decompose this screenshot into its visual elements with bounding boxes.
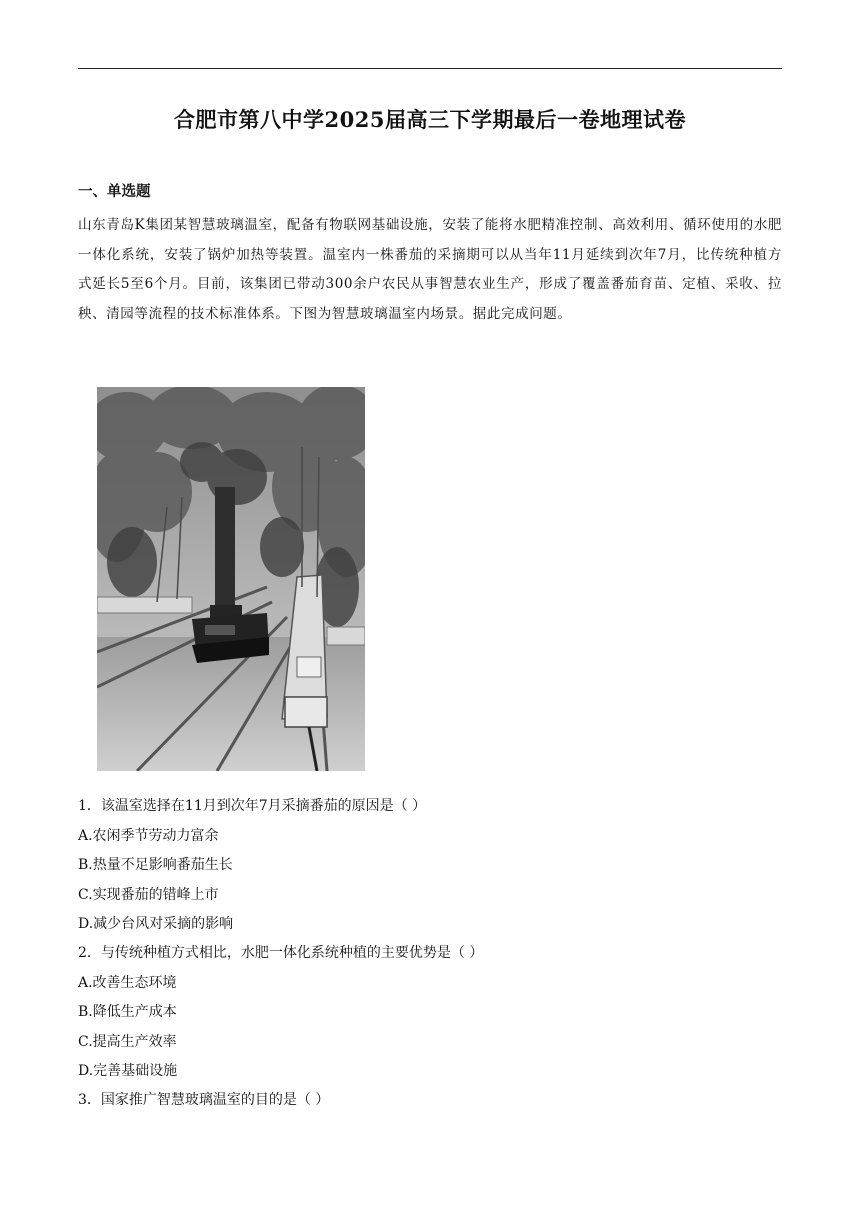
- question-2-option-b: B.降低生产成本: [78, 1004, 177, 1020]
- question-2-option-c: C.提高生产效率: [78, 1034, 177, 1050]
- question-3-stem: 3．国家推广智慧玻璃温室的目的是（ ）: [78, 1092, 330, 1108]
- section-heading: 一、单选题: [78, 184, 151, 200]
- reading-passage: 山东青岛K集团某智慧玻璃温室，配备有物联网基础设施，安装了能将水肥精准控制、高效利用、循环使用的水肥一体化系统，安装了锅炉加热等装置。温室内一株番茄的采摘期可以从当年11月延续到次年7月，比传统种植方式延长5至6个月。目前，该集团已带动300余户农民从事智慧农业生产，形成了覆盖番茄育苗、定植、采收、拉秧、清园等流程的技术标准体系。下图为智慧玻璃温室内场景。据此完成问题。: [78, 217, 782, 322]
- question-1-option-d: D.减少台风对采摘的影响: [78, 916, 234, 932]
- question-2-option-a: A.改善生态环境: [78, 975, 177, 991]
- question-1-option-a: A.农闲季节劳动力富余: [78, 828, 219, 844]
- question-1-stem: 1．该温室选择在11月到次年7月采摘番茄的原因是（ ）: [78, 798, 427, 814]
- greenhouse-illustration: [97, 387, 365, 771]
- header-rule: [78, 68, 782, 69]
- question-2-stem: 2．与传统种植方式相比，水肥一体化系统种植的主要优势是（ ）: [78, 945, 484, 961]
- question-2-option-d: D.完善基础设施: [78, 1063, 178, 1079]
- exam-title: 合肥市第八中学2025届高三下学期最后一卷地理试卷: [174, 107, 686, 132]
- greenhouse-photo: [97, 387, 365, 771]
- question-1-option-c: C.实现番茄的错峰上市: [78, 887, 219, 903]
- question-1-option-b: B.热量不足影响番茄生长: [78, 857, 233, 873]
